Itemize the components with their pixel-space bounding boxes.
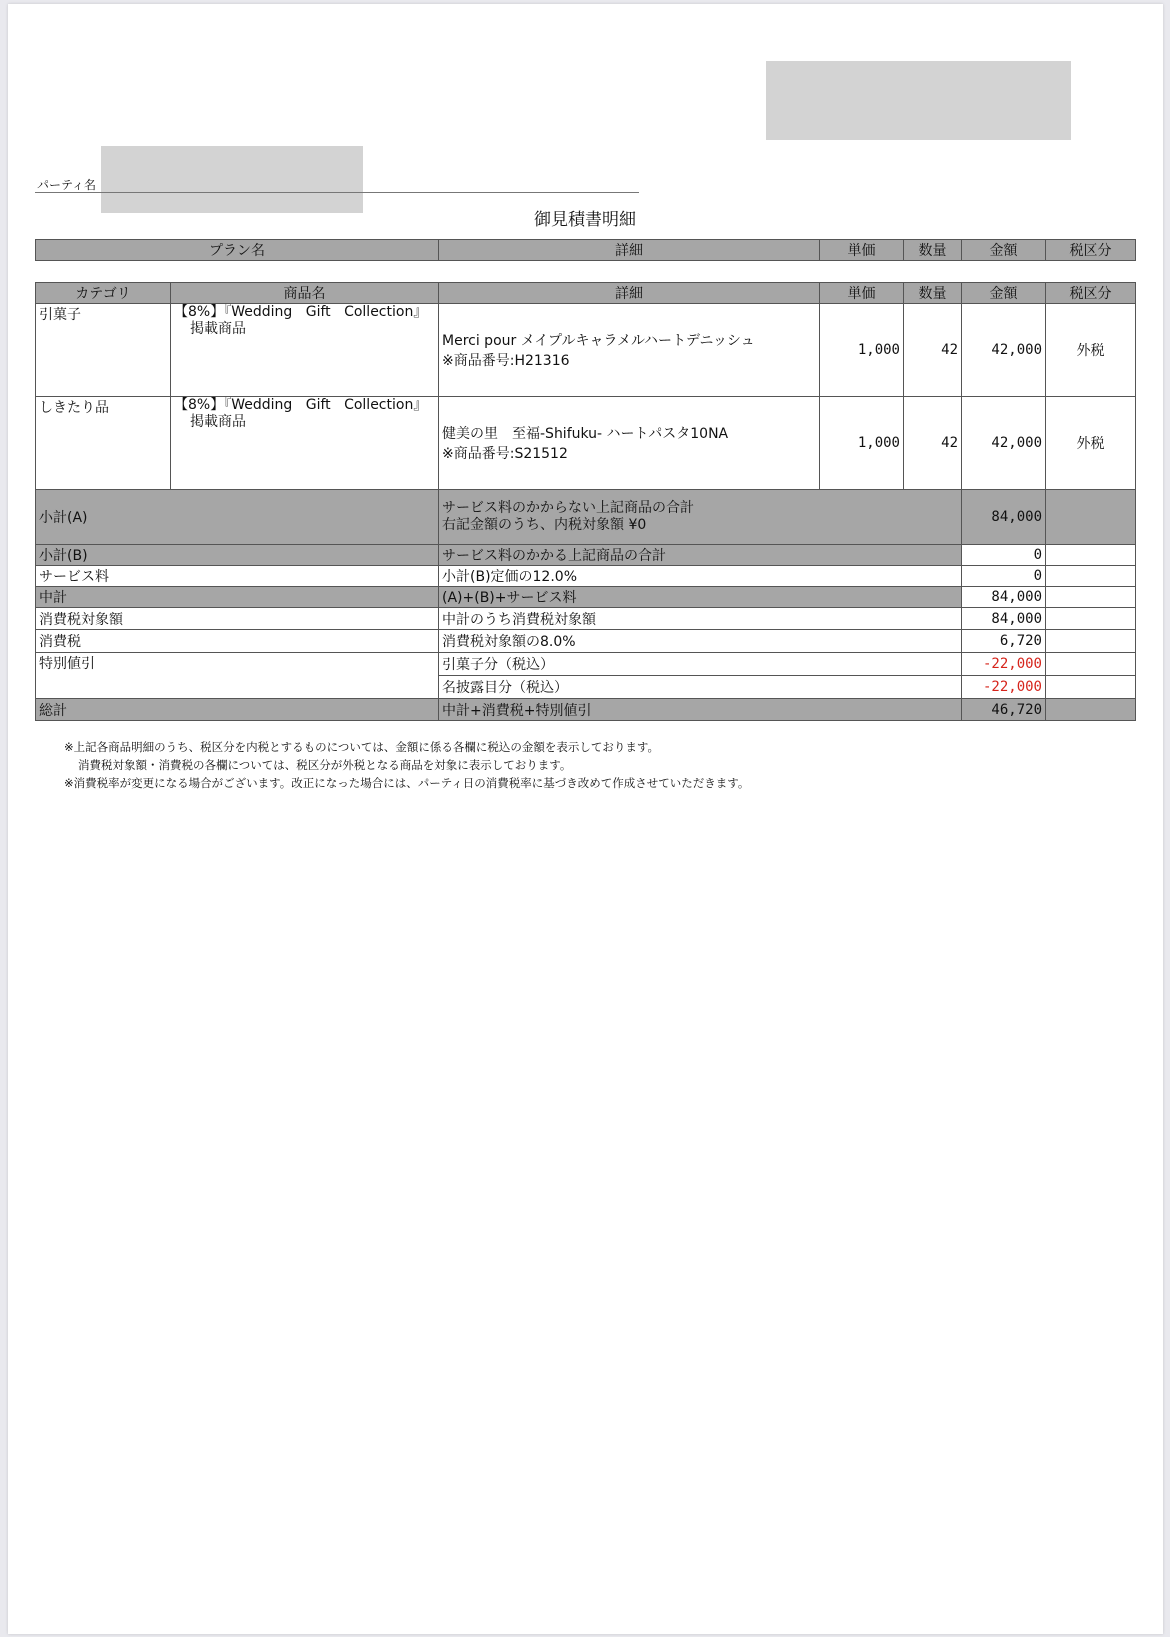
plan-unit-price-header: 単価 xyxy=(820,240,904,261)
discount-amount: -22,000 xyxy=(962,653,1046,676)
subtotal-a-tax xyxy=(1046,490,1136,545)
taxable-detail: 中計のうち消費税対象額 xyxy=(439,608,962,630)
subtotal-a-row xyxy=(36,490,1136,545)
party-name-label: パーティ名 xyxy=(37,178,97,192)
midtotal-label: 中計 xyxy=(36,587,439,608)
amount-cell: 42,000 xyxy=(962,397,1046,490)
footnote: 消費税対象額・消費税の各欄については、税区分が外税となる商品を対象に表示しております。 xyxy=(78,758,572,772)
consumption-tax-label: 消費税 xyxy=(36,630,439,653)
plan-tax-header: 税区分 xyxy=(1046,240,1136,261)
category-header: カテゴリ xyxy=(36,283,171,304)
footnote: ※上記各商品明細のうち、税区分を内税とするものについては、金額に係る各欄に税込の金額を表示しております。 xyxy=(64,740,659,754)
taxable-label: 消費税対象額 xyxy=(36,608,439,630)
subtotal-a-detail xyxy=(439,490,962,545)
discount-detail: 名披露目分（税込） xyxy=(439,676,962,699)
product-code: ※商品番号:H21316 xyxy=(442,353,570,369)
subtotal-b-row xyxy=(36,545,1136,566)
detail-line: Merci pour メイプルキャラメルハートデニッシュ xyxy=(442,333,755,349)
document-title xyxy=(0,205,1170,230)
plan-qty-header: 数量 xyxy=(904,240,962,261)
product-name-line: 【8%】『Wedding Gift Collection』 xyxy=(174,304,428,320)
discount-tax xyxy=(1046,676,1136,699)
subtotal-a-label: 小計(A) xyxy=(36,490,439,545)
plan-name-header: プラン名 xyxy=(36,240,439,261)
subtotal-b-tax xyxy=(1046,545,1136,566)
product-name-sub: 掲載商品 xyxy=(190,414,246,430)
unit-price-cell: 1,000 xyxy=(820,397,904,490)
grand-total-label: 総計 xyxy=(36,699,439,721)
taxable-amount: 84,000 xyxy=(962,608,1046,630)
redacted-party-name xyxy=(101,146,363,213)
product-name-cell xyxy=(171,304,439,397)
subtotal-a-detail-line: 右記金額のうち、内税対象額 ¥0 xyxy=(442,517,647,533)
discount-detail: 引菓子分（税込） xyxy=(439,653,962,676)
qty-header: 数量 xyxy=(904,283,962,304)
product-name-line: 【8%】『Wedding Gift Collection』 xyxy=(174,397,428,413)
table-row xyxy=(36,397,1136,490)
unit-price-cell: 1,000 xyxy=(820,304,904,397)
detail-cell xyxy=(439,304,820,397)
discount-label: 特別値引 xyxy=(36,653,439,699)
discount-row xyxy=(36,653,1136,676)
subtotal-a-detail-line: サービス料のかからない上記商品の合計 xyxy=(442,500,694,516)
grand-total-tax xyxy=(1046,699,1136,721)
service-fee-detail: 小計(B)定価の12.0% xyxy=(439,566,962,587)
service-fee-amount: 0 xyxy=(962,566,1046,587)
discount-amount: -22,000 xyxy=(962,676,1046,699)
party-name-underline xyxy=(35,192,639,193)
subtotal-a-amount: 84,000 xyxy=(962,490,1046,545)
category-cell: しきたり品 xyxy=(36,397,171,490)
item-table xyxy=(35,282,1136,721)
unit-price-header: 単価 xyxy=(820,283,904,304)
consumption-tax-row xyxy=(36,630,1136,653)
product-name-cell xyxy=(171,397,439,490)
detail-line: 健美の里 至福-Shifuku- ハートパスタ10NA xyxy=(442,426,729,442)
service-fee-row xyxy=(36,566,1136,587)
product-name-sub: 掲載商品 xyxy=(190,321,246,337)
footnote: ※消費税率が変更になる場合がございます。改正になった場合には、パーティ日の消費税率に基づき改めて作成させていただきます。 xyxy=(64,776,750,790)
detail-header: 詳細 xyxy=(439,283,820,304)
grand-total-row xyxy=(36,699,1136,721)
document-title-text: 御見積書明細 xyxy=(534,210,636,230)
tax-type-cell: 外税 xyxy=(1046,397,1136,490)
qty-cell: 42 xyxy=(904,397,962,490)
consumption-tax-amount: 6,720 xyxy=(962,630,1046,653)
tax-type-header: 税区分 xyxy=(1046,283,1136,304)
grand-total-detail: 中計+消費税+特別値引 xyxy=(439,699,962,721)
service-fee-label: サービス料 xyxy=(36,566,439,587)
plan-detail-header: 詳細 xyxy=(439,240,820,261)
midtotal-tax xyxy=(1046,587,1136,608)
detail-cell xyxy=(439,397,820,490)
consumption-tax-tax xyxy=(1046,630,1136,653)
subtotal-b-amount: 0 xyxy=(962,545,1046,566)
consumption-tax-detail: 消費税対象額の8.0% xyxy=(439,630,962,653)
amount-header: 金額 xyxy=(962,283,1046,304)
taxable-row xyxy=(36,608,1136,630)
qty-cell: 42 xyxy=(904,304,962,397)
midtotal-amount: 84,000 xyxy=(962,587,1046,608)
redacted-block-top-right xyxy=(766,61,1071,140)
midtotal-row xyxy=(36,587,1136,608)
service-fee-tax xyxy=(1046,566,1136,587)
midtotal-detail: (A)+(B)+サービス料 xyxy=(439,587,962,608)
table-row xyxy=(36,304,1136,397)
amount-cell: 42,000 xyxy=(962,304,1046,397)
discount-tax xyxy=(1046,653,1136,676)
footnotes xyxy=(64,738,749,792)
product-name-header: 商品名 xyxy=(171,283,439,304)
plan-amount-header: 金額 xyxy=(962,240,1046,261)
grand-total-amount: 46,720 xyxy=(962,699,1046,721)
product-code: ※商品番号:S21512 xyxy=(442,446,568,462)
tax-type-cell: 外税 xyxy=(1046,304,1136,397)
subtotal-b-label: 小計(B) xyxy=(36,545,439,566)
category-cell: 引菓子 xyxy=(36,304,171,397)
plan-header-table xyxy=(35,239,1136,261)
subtotal-b-detail: サービス料のかかる上記商品の合計 xyxy=(439,545,962,566)
taxable-tax xyxy=(1046,608,1136,630)
